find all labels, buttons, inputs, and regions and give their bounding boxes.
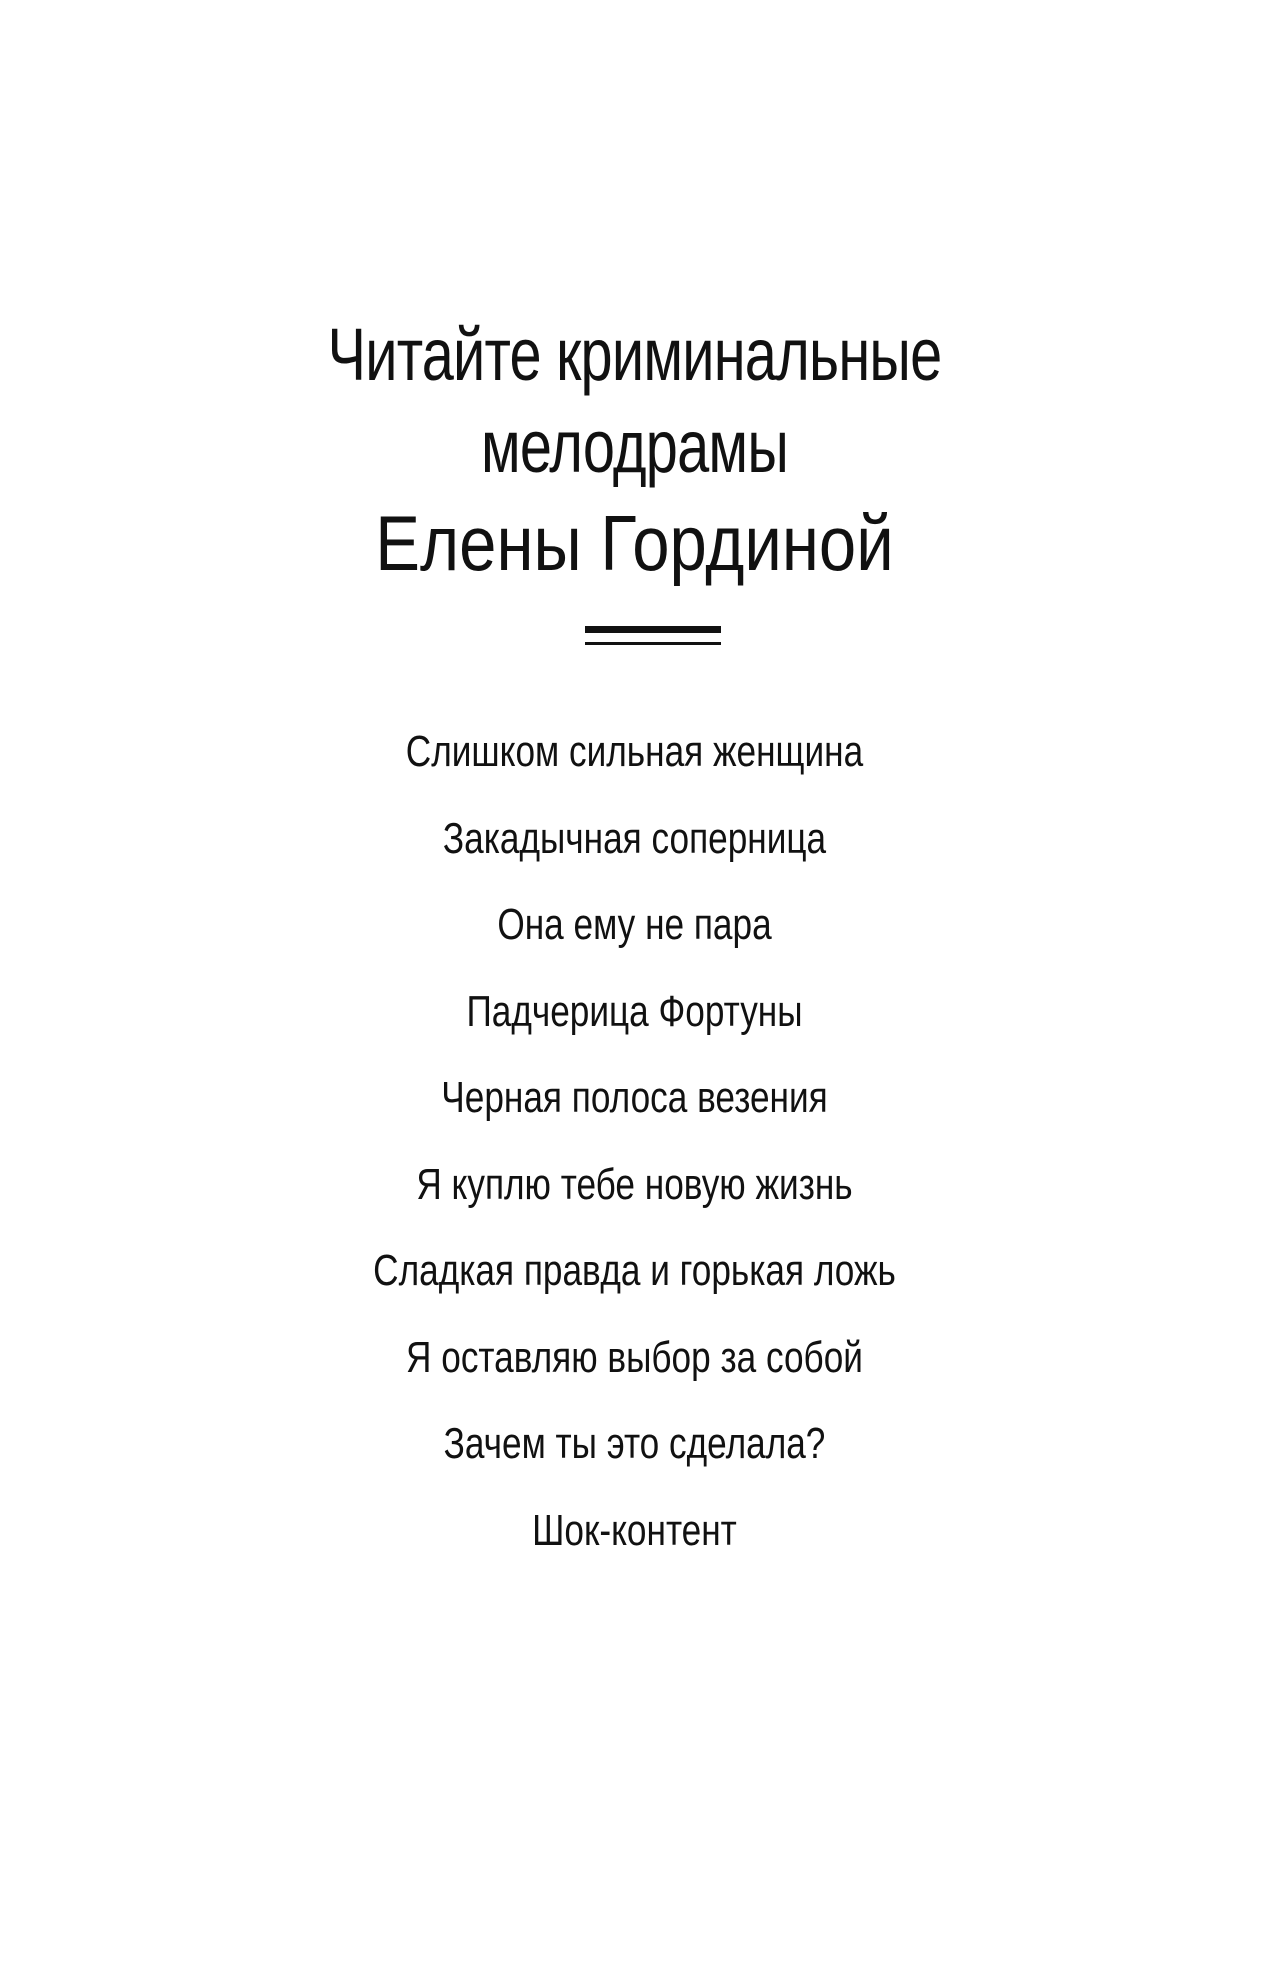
- divider-thin-rule: [585, 642, 721, 645]
- book-title: Сладкая правда и горькая ложь: [373, 1246, 896, 1295]
- book-title: Она ему не пара: [497, 900, 772, 949]
- book-title: Я оставляю выбор за собой: [406, 1332, 863, 1382]
- book-title: Слишком сильная женщина: [405, 727, 864, 776]
- book-title-list: [0, 727, 1269, 1592]
- author-name: Елены Гординой: [375, 499, 894, 587]
- book-title: Зачем ты это сделала?: [443, 1419, 826, 1468]
- divider-thick-rule: [585, 626, 721, 633]
- book-title: Шок-контент: [532, 1505, 737, 1555]
- book-title: Черная полоса везения: [441, 1073, 828, 1122]
- book-title: Я куплю тебе новую жизнь: [416, 1159, 853, 1209]
- intro-heading-line-2: мелодрамы: [480, 405, 789, 488]
- book-title: Закадычная соперница: [442, 813, 827, 863]
- book-title: Падчерица Фортуны: [466, 986, 803, 1036]
- intro-heading-line-1: Читайте криминальные: [327, 313, 942, 396]
